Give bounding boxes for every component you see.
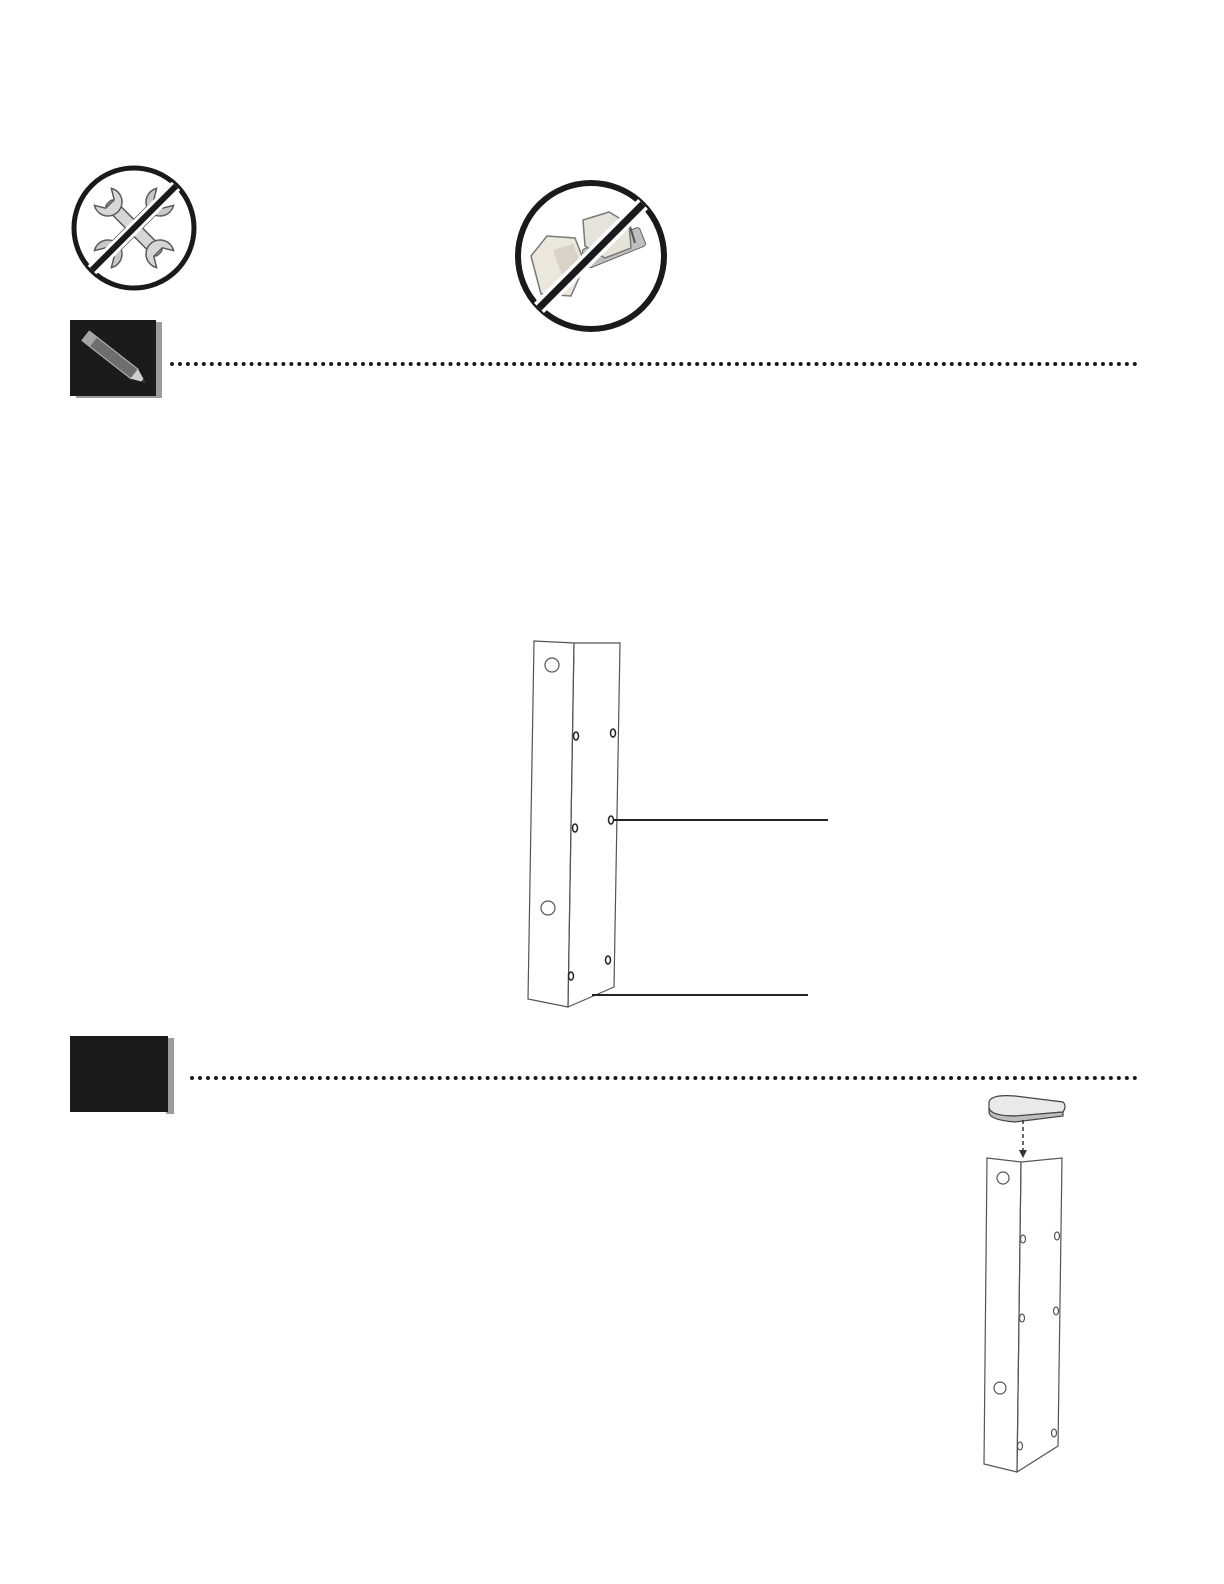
no-tools-icon xyxy=(70,164,198,292)
section-divider xyxy=(190,1076,1138,1084)
post-illustration xyxy=(520,635,840,1015)
step-marker xyxy=(70,1036,178,1114)
post-with-cap-illustration xyxy=(975,1090,1075,1480)
pencil-icon xyxy=(70,320,162,398)
section-divider xyxy=(170,362,1138,370)
no-hardware-icon xyxy=(513,178,669,334)
